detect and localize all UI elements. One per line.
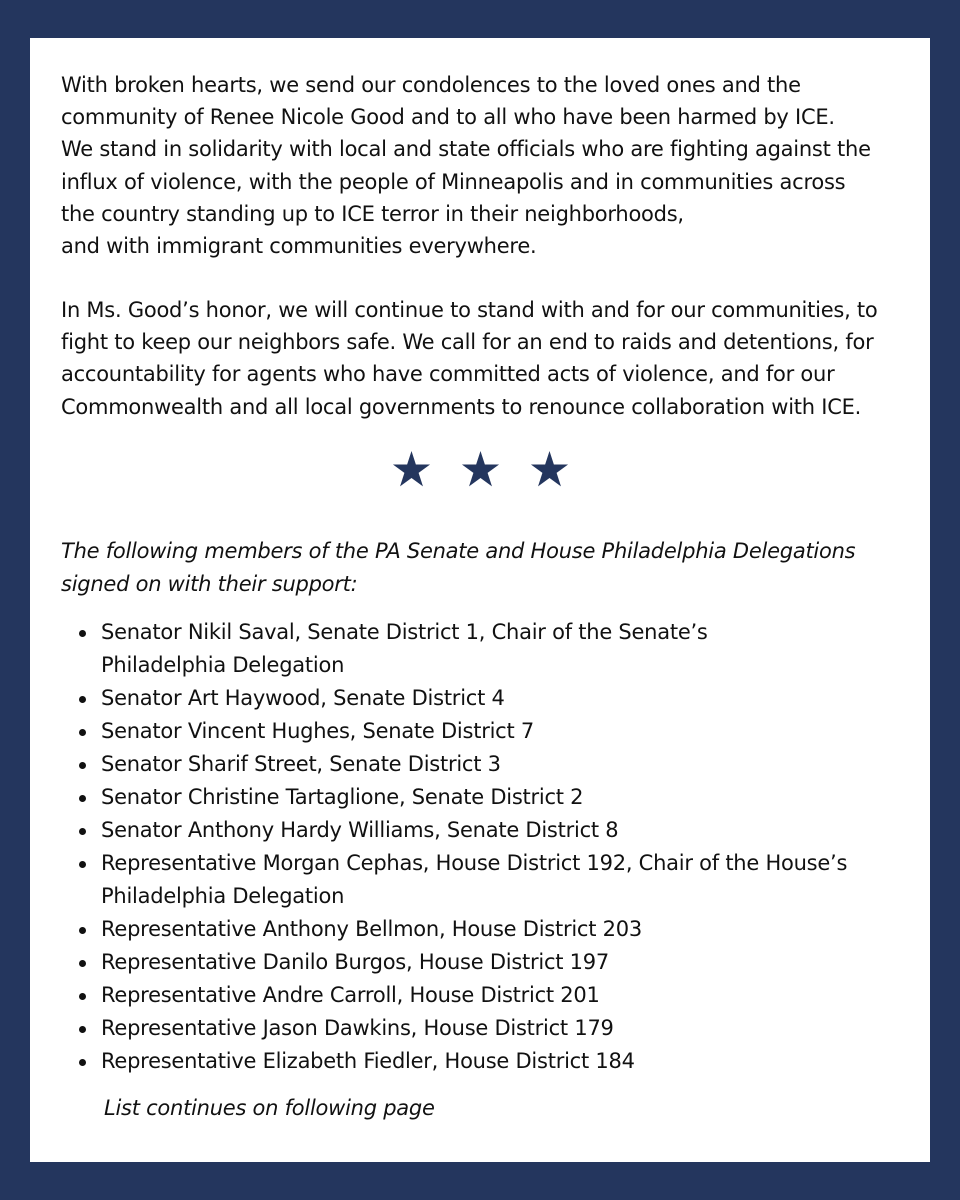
bullet-icon: [79, 927, 86, 934]
signer-text: Philadelphia Delegation: [101, 653, 345, 677]
statement-card: [30, 38, 930, 1162]
star-icon: [530, 450, 569, 488]
signer-text: Representative Morgan Cephas, House District 192, Chair of the House’s: [101, 851, 848, 875]
star-divider: [30, 450, 930, 490]
signer-text: Senator Anthony Hardy Williams, Senate District 8: [101, 818, 619, 842]
signer-text: Senator Sharif Street, Senate District 3: [101, 752, 501, 776]
bullet-icon: [79, 1059, 86, 1066]
paragraph-line: influx of violence, with the people of Minneapolis and in communities across: [61, 169, 846, 194]
call-to-action-paragraph: [61, 294, 921, 423]
signers-list: [61, 616, 921, 1078]
intro-line: The following members of the PA Senate and House Philadelphia Delegations: [61, 539, 856, 563]
list-item: [61, 814, 921, 847]
star-icon: [461, 450, 500, 488]
list-item: [61, 616, 921, 682]
paragraph-line: fight to keep our neighbors safe. We call for an end to raids and detentions, for: [61, 330, 874, 355]
condolence-paragraph: [61, 69, 921, 262]
paragraph-line: the country standing up to ICE terror in their neighborhoods,: [61, 201, 684, 226]
bullet-icon: [79, 861, 86, 868]
bullet-icon: [79, 729, 86, 736]
bullet-icon: [79, 696, 86, 703]
signer-text: Senator Nikil Saval, Senate District 1, Chair of the Senate’s: [101, 620, 708, 644]
intro-line: signed on with their support:: [61, 571, 358, 596]
bullet-icon: [79, 960, 86, 967]
list-item: [61, 781, 921, 814]
signer-text: Representative Jason Dawkins, House District 179: [101, 1016, 614, 1040]
list-item: [61, 1012, 921, 1045]
bullet-icon: [79, 1026, 86, 1033]
paragraph-line: With broken hearts, we send our condolences to the loved ones and the: [61, 73, 801, 97]
paragraph-line: and with immigrant communities everywhere.: [61, 234, 537, 259]
bullet-icon: [79, 630, 86, 637]
signer-text: Representative Andre Carroll, House District 201: [101, 983, 600, 1007]
paragraph-line: In Ms. Good’s honor, we will continue to stand with and for our communities, to: [61, 298, 878, 322]
bullet-icon: [79, 795, 86, 802]
signer-text: Representative Elizabeth Fiedler, House District 184: [101, 1049, 635, 1073]
list-item: [61, 847, 921, 913]
list-item: [61, 946, 921, 979]
list-item: [61, 913, 921, 946]
bullet-icon: [79, 993, 86, 1000]
bullet-icon: [79, 828, 86, 835]
list-item: [61, 1045, 921, 1078]
star-icon: [392, 450, 431, 488]
signer-text: Senator Art Haywood, Senate District 4: [101, 686, 505, 710]
list-continues-note: List continues on following page: [104, 1096, 435, 1120]
paragraph-line: community of Renee Nicole Good and to all who have been harmed by ICE.: [61, 105, 835, 130]
signer-text: Senator Christine Tartaglione, Senate District 2: [101, 785, 584, 809]
list-item: [61, 682, 921, 715]
signers-intro: [61, 535, 921, 600]
signer-text: Representative Anthony Bellmon, House District 203: [101, 917, 642, 941]
paragraph-line: We stand in solidarity with local and state officials who are fighting against the: [61, 137, 871, 162]
bullet-icon: [79, 762, 86, 769]
signer-text: Representative Danilo Burgos, House District 197: [101, 950, 610, 974]
list-item: [61, 748, 921, 781]
list-item: [61, 979, 921, 1012]
signer-text: Senator Vincent Hughes, Senate District 7: [101, 719, 534, 743]
signer-text: Philadelphia Delegation: [101, 884, 345, 908]
paragraph-line: Commonwealth and all local governments to renounce collaboration with ICE.: [61, 394, 862, 419]
list-item: [61, 715, 921, 748]
paragraph-line: accountability for agents who have committed acts of violence, and for our: [61, 362, 835, 387]
